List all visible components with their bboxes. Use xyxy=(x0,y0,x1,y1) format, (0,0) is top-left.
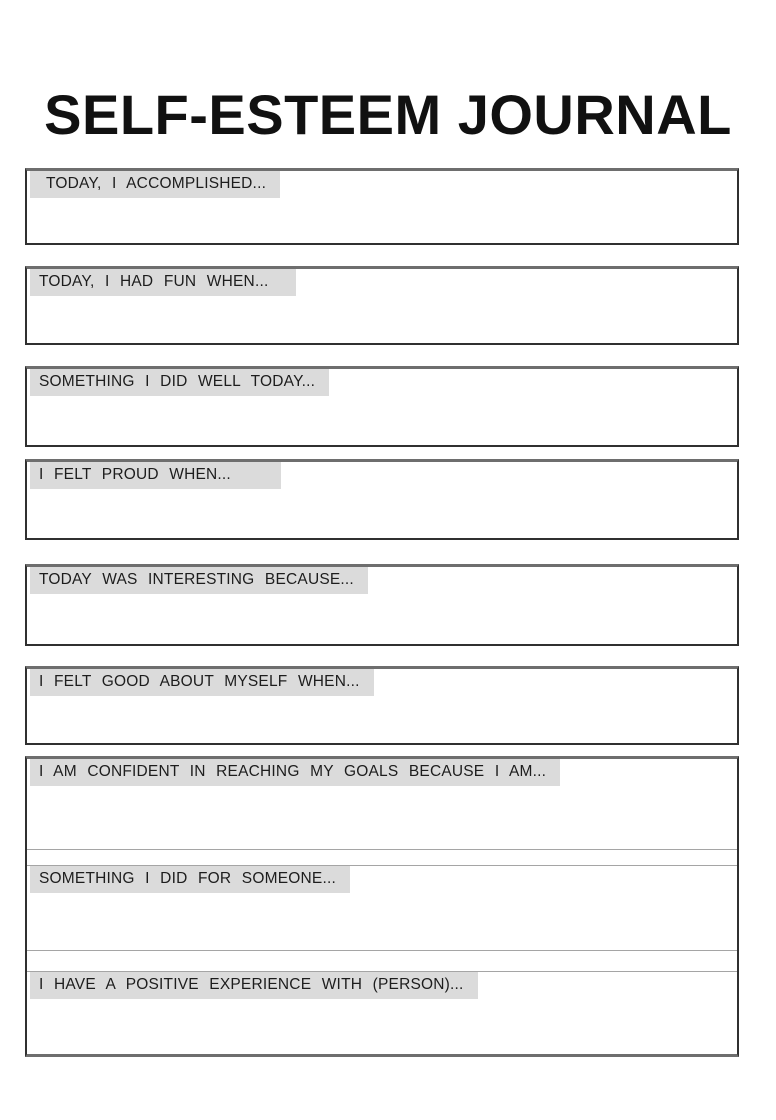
row-divider xyxy=(27,850,737,866)
entry-box-felt-proud xyxy=(25,459,739,540)
entry-prompt-did-well: SOMETHING I DID WELL TODAY... xyxy=(30,369,329,396)
entry-box-did-for-someone xyxy=(27,866,737,951)
entry-prompt-confident-goals: I AM CONFIDENT IN REACHING MY GOALS BECAUSE I AM... xyxy=(30,759,560,786)
entry-box-did-well xyxy=(25,366,739,447)
entry-prompt-positive-experience: I HAVE A POSITIVE EXPERIENCE WITH (PERSON)... xyxy=(30,972,478,999)
entry-prompt-accomplished: TODAY, I ACCOMPLISHED... xyxy=(30,171,280,198)
entry-prompt-did-for-someone: SOMETHING I DID FOR SOMEONE... xyxy=(30,866,350,893)
entry-box-felt-good xyxy=(25,666,739,745)
entry-box-confident-goals xyxy=(27,759,737,850)
entry-box-had-fun xyxy=(25,266,739,345)
entry-prompt-felt-proud: I FELT PROUD WHEN... xyxy=(30,462,281,489)
entry-group-lower xyxy=(25,756,739,1057)
entry-box-interesting xyxy=(25,564,739,646)
row-divider xyxy=(27,951,737,972)
page-title: SELF-ESTEEM JOURNAL xyxy=(44,82,732,146)
entry-prompt-interesting: TODAY WAS INTERESTING BECAUSE... xyxy=(30,567,368,594)
entry-prompt-felt-good: I FELT GOOD ABOUT MYSELF WHEN... xyxy=(30,669,374,696)
entry-box-accomplished xyxy=(25,168,739,245)
entry-prompt-had-fun: TODAY, I HAD FUN WHEN... xyxy=(30,269,296,296)
entry-box-positive-experience xyxy=(27,972,737,1052)
